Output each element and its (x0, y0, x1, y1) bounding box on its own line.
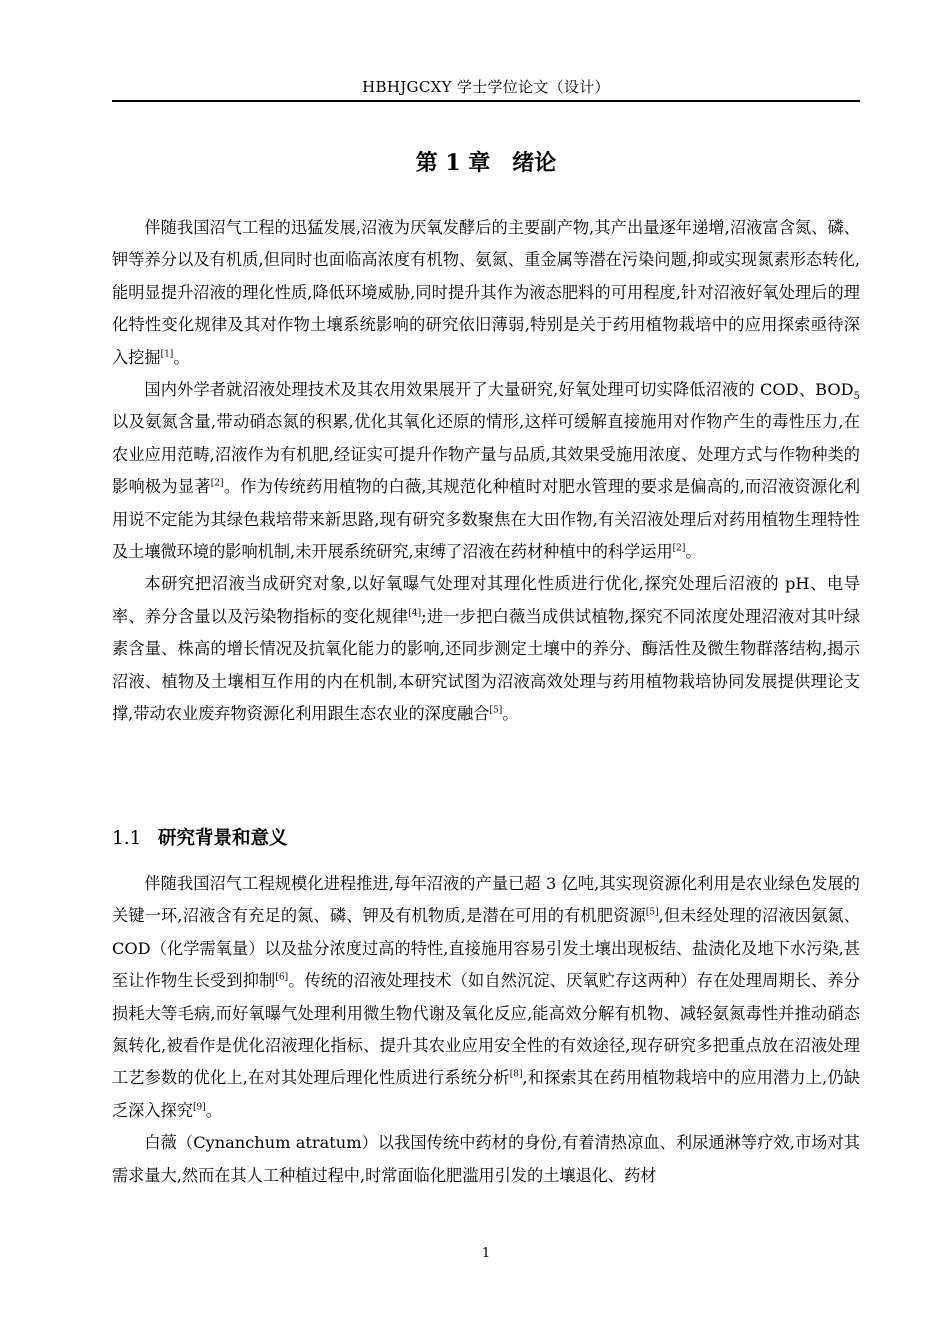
paragraph: 伴随我国沼气工程规模化进程推进,每年沼液的产量已超 3 亿吨,其实现资源化利用是农业绿色发展的关键一环,沼液含有充足的氮、磷、钾及有机物质,是潜在可用的有机肥资源[5],但未经处理的沼液因氨氮、COD（化学需氧量）以及盐分浓度过高的特性,直接施用容易引发土壤出现板结、盐渍化及地下水污染,甚至让作物生长受到抑制[6]。传统的沼液处理技术（如自然沉淀、厌氧贮存这两种）存在处理周期长、养分损耗大等毛病,而好氧曝气处理利用微生物代谢及氧化反应,能高效分解有机物、减轻氨氮毒性并推动硝态氮转化,被看作是优化沼液理化指标、提升其农业应用安全性的有效途径,现存研究多把重点放在沼液处理工艺参数的优化上,在对其处理后理化性质进行系统分析[8],和探索其在药用植物栽培中的应用潜力上,仍缺乏深入探究[9]。 (112, 874, 860, 1120)
paragraph: 本研究把沼液当成研究对象,以好氧曝气处理对其理化性质进行优化,探究处理后沼液的 pH、电导率、养分含量以及污染物指标的变化规律[4];进一步把白薇当成供试植物,探究不同浓度处理沼液对其叶绿素含量、株高的增长情况及抗氧化能力的影响,还同步测定土壤中的养分、酶活性及微生物群落结构,揭示沼液、植物及土壤相互作用的内在机制,本研究试图为沼液高效处理与药用植物栽培协同发展提供理论支撑,带动农业废弃物资源化利用跟生态农业的深度融合[5]。 (112, 574, 861, 724)
citation[interactable]: [1] (160, 349, 174, 360)
running-header: HBHJGCXY 学士学位论文（设计） (362, 78, 610, 96)
paragraph: 伴随我国沼气工程的迅猛发展,沼液为厌氧发酵后的主要副产物,其产出量逐年递增,沼液富含氮、磷、钾等养分以及有机质,但同时也面临高浓度有机物、氨氮、重金属等潜在污染问题,抑或实现氮素形态转化,能明显提升沼液的理化性质,降低环境威胁,同时提升其作为液态肥料的可用程度,针对沼液好氧处理后的理化特性变化规律及其对作物土壤系统影响的研究依旧薄弱,特别是关于药用植物栽培中的应用探索亟待深入挖掘[1]。 (112, 218, 860, 367)
chapter-title: 第 1 章 绪论 (415, 150, 557, 176)
section-heading (112, 824, 860, 850)
citation[interactable]: [5] (489, 705, 503, 716)
citation[interactable]: [6] (275, 972, 289, 983)
section-title: 研究背景和意义 (158, 828, 288, 849)
background-text (112, 868, 860, 1192)
paragraph: 白薇（Cynanchum atratum）以我国传统中药材的身份,有着清热凉血、利尿通淋等疗效,市场对其需求量大,然而在其人工种植过程中,时常面临化肥滥用引发的土壤退化、药材 (112, 1133, 860, 1185)
section-number: 1.1 (112, 828, 142, 849)
intro-text (112, 212, 860, 731)
citation[interactable]: [2] (672, 543, 686, 554)
paragraph: 国内外学者就沼液处理技术及其农用效果展开了大量研究,好氧处理可切实降低沼液的 COD、$BOD_5$以及氨氮含量,带动硝态氮的积累,优化其氧化还原的情形,这样可缓解直接施用对作物产生的毒性压力,在农业应用范畴,沼液作为有机肥,经证实可提升作物产量与品质,其效果受施用浓度、处理方式与作物种类的影响极为显著[2]。作为传统药用植物的白薇,其规范化种植时对肥水管理的要求是偏高的,而沼液资源化利用说不定能为其绿色栽培带来新思路,现有研究多数聚焦在大田作物,有关沼液处理后对药用植物生理特性及土壤微环境的影响机制,未开展系统研究,束缚了沼液在药材种植中的科学运用[2]。 (112, 380, 861, 562)
citation[interactable]: [9] (192, 1102, 206, 1113)
citation[interactable]: [2] (210, 478, 224, 489)
citation[interactable]: [8] (509, 1070, 523, 1081)
page-number: 1 (481, 1246, 491, 1261)
citation[interactable]: [4] (408, 608, 422, 619)
citation[interactable]: [5] (645, 908, 659, 919)
header-rule (112, 100, 860, 102)
